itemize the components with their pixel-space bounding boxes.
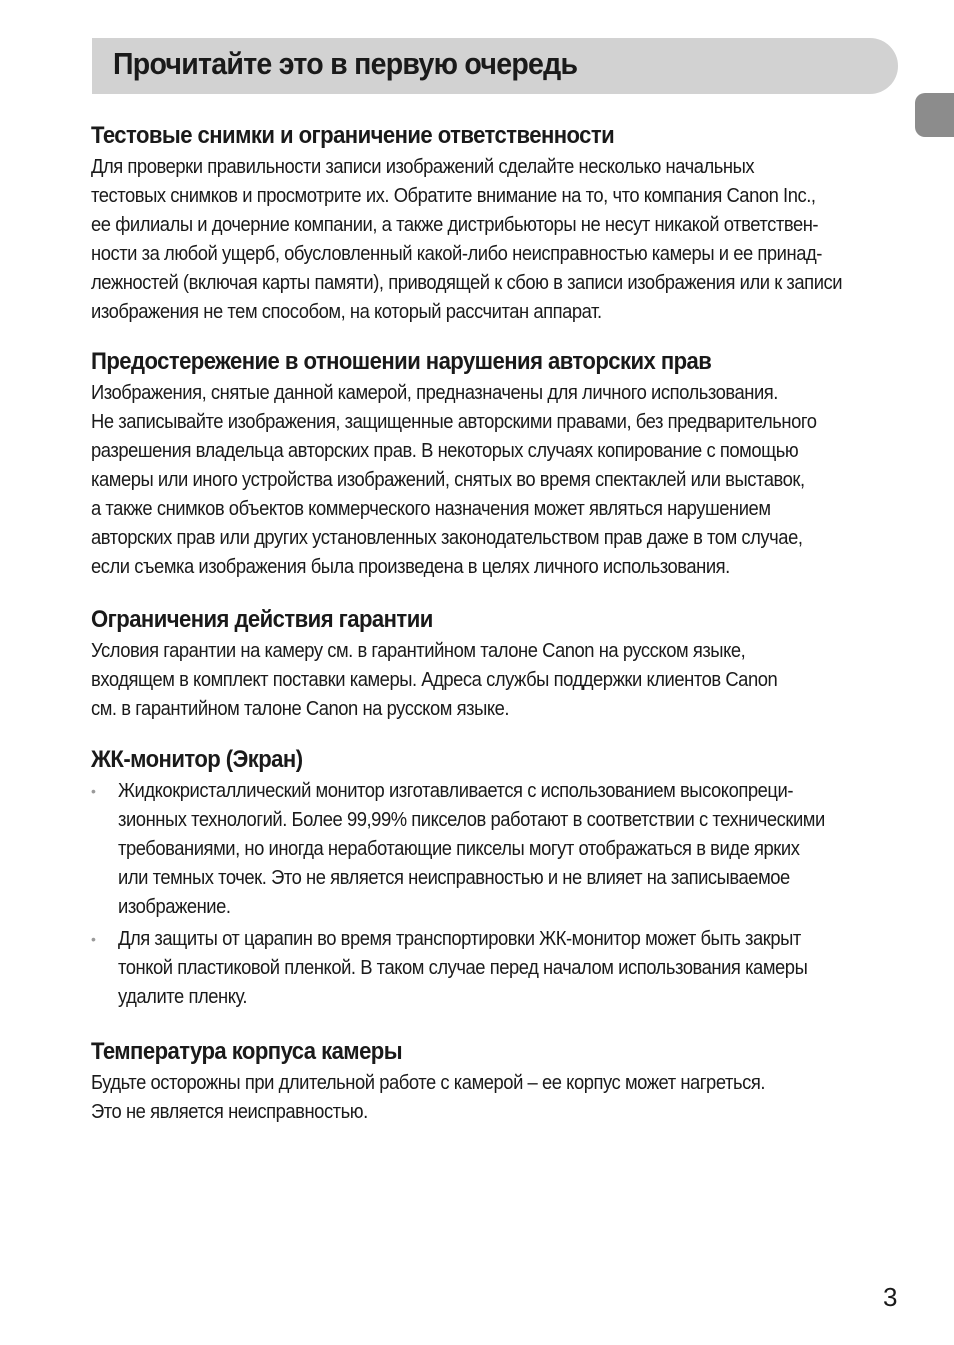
chapter-tab bbox=[915, 93, 954, 137]
text-line: разрешения владельца авторских прав. В некоторых случаях копирование с помощью bbox=[91, 440, 799, 462]
section-paragraph bbox=[91, 153, 907, 327]
text-line: Для проверки правильности записи изображений сделайте несколько начальных bbox=[91, 156, 755, 178]
text-line: Это не является неисправностью. bbox=[91, 1101, 368, 1123]
section-heading: Тестовые снимки и ограничение ответственности bbox=[91, 122, 615, 149]
text-line: если съемка изображения была произведена в целях личного использования. bbox=[91, 556, 730, 578]
text-line: изображения не тем способом, на который рассчитан аппарат. bbox=[91, 301, 602, 323]
list-item bbox=[91, 777, 886, 922]
text-line: Жидкокристаллический монитор изготавливается с использованием высокопреци- bbox=[118, 780, 793, 802]
section-paragraph bbox=[91, 1069, 824, 1127]
section-test-shots bbox=[91, 120, 907, 327]
text-line: ности за любой ущерб, обусловленный какой-либо неисправностью камеры и ее принад- bbox=[91, 243, 822, 265]
text-line: тонкой пластиковой пленкой. В таком случае перед началом использования камеры bbox=[118, 957, 808, 979]
list-item bbox=[91, 925, 886, 1012]
section-heading: ЖК-монитор (Экран) bbox=[91, 746, 303, 773]
section-body-temperature bbox=[91, 1036, 824, 1127]
text-line: тестовых снимков и просмотрите их. Обратите внимание на то, что компания Canon Inc., bbox=[91, 185, 816, 207]
section-heading: Температура корпуса камеры bbox=[91, 1038, 403, 1065]
text-line: или темных точек. Это не является неисправностью и не влияет на записываемое bbox=[118, 867, 790, 889]
section-paragraph bbox=[91, 637, 837, 724]
text-line: Будьте осторожны при длительной работе с камерой – ее корпус может нагреться. bbox=[91, 1072, 765, 1094]
text-line: требованиями, но иногда неработающие пикселы могут отображаться в виде ярких bbox=[118, 838, 800, 860]
text-line: лежностей (включая карты памяти), приводящей к сбою в записи изображения или к записи bbox=[91, 272, 843, 294]
text-line: а также снимков объектов коммерческого назначения может являться нарушением bbox=[91, 498, 771, 520]
text-line: Для защиты от царапин во время транспортировки ЖК-монитор может быть закрыт bbox=[118, 928, 801, 950]
section-warranty bbox=[91, 604, 837, 724]
text-line: Не записывайте изображения, защищенные авторскими правами, без предварительного bbox=[91, 411, 817, 433]
page-title: Прочитайте это в первую очередь bbox=[113, 46, 578, 81]
text-line: ее филиалы и дочерние компании, а также дистрибьюторы не несут никакой ответствен- bbox=[91, 214, 819, 236]
section-heading: Ограничения действия гарантии bbox=[91, 606, 433, 633]
text-line: зионных технологий. Более 99,99% пикселов работают в соответствии с техническими bbox=[118, 809, 825, 831]
section-heading: Предостережение в отношении нарушения авторских прав bbox=[91, 348, 712, 375]
text-line: Условия гарантии на камеру см. в гарантийном талоне Canon на русском языке, bbox=[91, 640, 746, 662]
text-line: входящем в комплект поставки камеры. Адреса службы поддержки клиентов Canon bbox=[91, 669, 778, 691]
text-line: удалите пленку. bbox=[118, 986, 248, 1008]
bullet-icon: • bbox=[91, 783, 96, 799]
bullet-icon: • bbox=[91, 931, 96, 947]
page-number: 3 bbox=[883, 1282, 898, 1312]
section-paragraph bbox=[91, 379, 880, 582]
text-line: Изображения, снятые данной камерой, предназначены для личного использования. bbox=[91, 382, 778, 404]
text-line: см. в гарантийном талоне Canon на русском языке. bbox=[91, 698, 510, 720]
section-copyright bbox=[91, 346, 880, 582]
bullet-list bbox=[91, 777, 886, 1012]
text-line: авторских прав или других установленных законодательством прав даже в том случае, bbox=[91, 527, 803, 549]
text-line: камеры или иного устройства изображений, снятых во время спектаклей или выставок, bbox=[91, 469, 805, 491]
title-bar bbox=[92, 38, 898, 94]
text-line: изображение. bbox=[118, 896, 231, 918]
section-lcd-monitor bbox=[91, 744, 886, 1015]
